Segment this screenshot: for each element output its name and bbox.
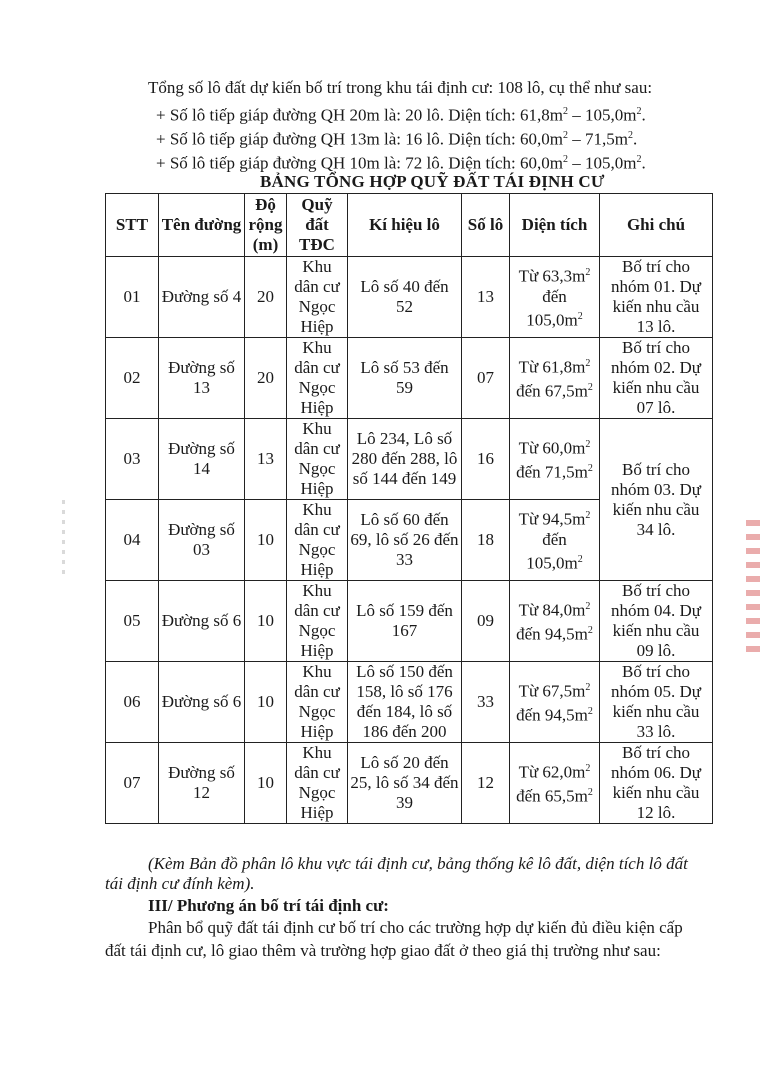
cell-lots: Lô số 40 đến 52 (348, 257, 462, 338)
section-3-heading: III/ Phương án bố trí tái định cư: (148, 896, 389, 915)
table-title: BẢNG TỔNG HỢP QUỸ ĐẤT TÁI ĐỊNH CƯ (260, 172, 605, 191)
cell-road: Đường số 4 (159, 257, 245, 338)
cell-fund: Khu dân cư Ngọc Hiệp (287, 257, 348, 338)
intro-item-20m: + Số lô tiếp giáp đường QH 20m là: 20 lô. Diện tích: $61,8m^2 - 105,0m^2$. (156, 105, 646, 125)
cell-stt: 06 (106, 662, 159, 743)
header-width: Độ rộng (m) (245, 194, 287, 257)
section-3-line-2: đất tái định cư, lô giao thêm và trường hợp giao đất ở theo giá thị trường như sau: (105, 941, 661, 960)
cell-note: Bố trí cho nhóm 01. Dự kiến nhu cầu 13 lô. (600, 257, 713, 338)
cell-note: Bố trí cho nhóm 05. Dự kiến nhu cầu 33 lô. (600, 662, 713, 743)
cell-area: Từ $60,0m^2$ đến $71,5m^2$ (510, 419, 600, 500)
cell-note: Bố trí cho nhóm 02. Dự kiến nhu cầu 07 lô. (600, 338, 713, 419)
cell-fund: Khu dân cư Ngọc Hiệp (287, 743, 348, 824)
cell-lots: Lô số 20 đến 25, lô số 34 đến 39 (348, 743, 462, 824)
table-row (106, 257, 713, 338)
cell-lots: Lô 234, Lô số 280 đến 288, lô số 144 đến 149 (348, 419, 462, 500)
cell-road: Đường số 03 (159, 500, 245, 581)
cell-stt: 01 (106, 257, 159, 338)
cell-note: Bố trí cho nhóm 03. Dự kiến nhu cầu 34 lô. (600, 419, 713, 581)
cell-road: Đường số 14 (159, 419, 245, 500)
cell-count: 13 (462, 257, 510, 338)
cell-area: Từ $67,5m^2$ đến $94,5m^2$ (510, 662, 600, 743)
cell-count: 33 (462, 662, 510, 743)
cell-road: Đường số 6 (159, 581, 245, 662)
cell-count: 16 (462, 419, 510, 500)
intro-item-13m: + Số lô tiếp giáp đường QH 13m là: 16 lô. Diện tích: $60,0m^2 - 71,5m^2$. (156, 129, 638, 149)
header-area: Diện tích (510, 194, 600, 257)
cell-count: 09 (462, 581, 510, 662)
cell-fund: Khu dân cư Ngọc Hiệp (287, 338, 348, 419)
cell-stt: 04 (106, 500, 159, 581)
section-3-line-1: Phân bổ quỹ đất tái định cư bố trí cho các trường hợp dự kiến đủ điều kiện cấp (148, 918, 683, 937)
cell-width: 20 (245, 257, 287, 338)
header-road: Tên đường (159, 194, 245, 257)
table-header-row (106, 194, 713, 257)
header-stt: STT (106, 194, 159, 257)
margin-stamp-mark (746, 520, 760, 660)
margin-scan-mark (62, 500, 65, 580)
cell-width: 20 (245, 338, 287, 419)
land-fund-table (105, 193, 713, 824)
cell-width: 10 (245, 581, 287, 662)
cell-fund: Khu dân cư Ngọc Hiệp (287, 662, 348, 743)
cell-fund: Khu dân cư Ngọc Hiệp (287, 500, 348, 581)
cell-count: 18 (462, 500, 510, 581)
cell-stt: 07 (106, 743, 159, 824)
cell-lots: Lô số 159 đến 167 (348, 581, 462, 662)
cell-area: Từ $94,5m^2$ đến $105,0m^2$ (510, 500, 600, 581)
cell-width: 10 (245, 500, 287, 581)
cell-lots: Lô số 53 đến 59 (348, 338, 462, 419)
table-row (106, 743, 713, 824)
cell-road: Đường số 6 (159, 662, 245, 743)
attachment-note-line-2: tái định cư đính kèm). (105, 874, 255, 893)
table-row (106, 338, 713, 419)
header-count: Số lô (462, 194, 510, 257)
cell-area: Từ $63,3m^2$ đến $105,0m^2$ (510, 257, 600, 338)
table-row (106, 581, 713, 662)
cell-count: 12 (462, 743, 510, 824)
cell-road: Đường số 13 (159, 338, 245, 419)
cell-fund: Khu dân cư Ngọc Hiệp (287, 581, 348, 662)
cell-note: Bố trí cho nhóm 04. Dự kiến nhu cầu 09 lô. (600, 581, 713, 662)
cell-fund: Khu dân cư Ngọc Hiệp (287, 419, 348, 500)
header-fund: Quỹ đất TĐC (287, 194, 348, 257)
cell-stt: 02 (106, 338, 159, 419)
intro-item-10m: + Số lô tiếp giáp đường QH 10m là: 72 lô. Diện tích: $60,0m^2 - 105,0m^2$. (156, 153, 646, 173)
cell-area: Từ $84,0m^2$ đến $94,5m^2$ (510, 581, 600, 662)
cell-lots: Lô số 150 đến 158, lô số 176 đến 184, lô số 186 đến 200 (348, 662, 462, 743)
cell-stt: 05 (106, 581, 159, 662)
cell-lots: Lô số 60 đến 69, lô số 26 đến 33 (348, 500, 462, 581)
cell-area: Từ $61,8m^2$ đến $67,5m^2$ (510, 338, 600, 419)
cell-road: Đường số 12 (159, 743, 245, 824)
table-row (106, 662, 713, 743)
cell-note: Bố trí cho nhóm 06. Dự kiến nhu cầu 12 lô. (600, 743, 713, 824)
cell-width: 10 (245, 743, 287, 824)
header-note: Ghi chú (600, 194, 713, 257)
cell-width: 10 (245, 662, 287, 743)
table-row (106, 419, 713, 500)
cell-width: 13 (245, 419, 287, 500)
header-lots: Kí hiệu lô (348, 194, 462, 257)
cell-area: Từ $62,0m^2$ đến $65,5m^2$ (510, 743, 600, 824)
cell-stt: 03 (106, 419, 159, 500)
attachment-note-line-1: (Kèm Bản đồ phân lô khu vực tái định cư, bảng thống kê lô đất, diện tích lô đất (148, 854, 688, 873)
cell-count: 07 (462, 338, 510, 419)
intro-summary: Tổng số lô đất dự kiến bố trí trong khu tái định cư: 108 lô, cụ thể như sau: (148, 78, 653, 97)
